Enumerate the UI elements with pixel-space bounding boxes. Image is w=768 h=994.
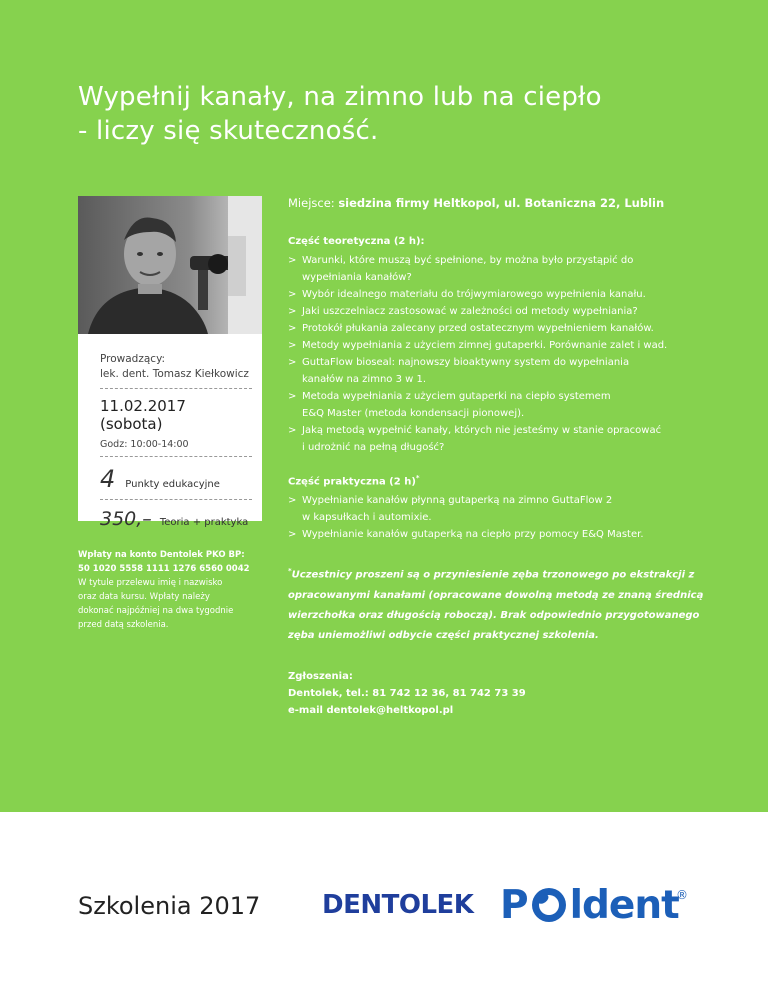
list-item: > Metoda wypełniania z użyciem gutaperki na ciepło systemem [288,388,728,405]
poldent-logo-rest: ldent [569,882,679,928]
payment-account: 50 1020 5558 1111 1276 6560 0042 [78,564,250,574]
footer-title: Szkolenia 2017 [78,892,261,920]
note-line: Uczestnicy proszeni są o przyniesienie zęba trzonowego po ekstrakcji z [291,569,695,581]
lecturer-name: lek. dent. Tomasz Kiełkowicz [100,368,249,380]
title-line-1: Wypełnij kanały, na zimno lub na ciepło [78,82,602,112]
list-item: > Metody wypełniania z użyciem zimnej gutaperki. Porównanie zalet i wad. [288,337,728,354]
points-label: Punkty edukacyjne [125,479,220,490]
place-value: siedzina firmy Heltkopol, ul. Botaniczna 22, Lublin [338,196,665,210]
payment-line: oraz data kursu. Wpłaty należy [78,592,210,602]
list-item: > Wybór idealnego materiału do trójwymiarowego wypełnienia kanału. [288,286,728,303]
course-date: 11.02.2017 (sobota) [100,397,186,433]
list-item-continued: kanałów na zimno 3 w 1. [302,374,427,385]
dentolek-logo: DENTOLEK [322,890,474,920]
practice-list [288,492,728,543]
poldent-o-icon [529,885,569,925]
lecturer-photo [78,196,262,334]
practice-title-text: Część praktyczna (2 h) [288,476,416,488]
info-card [78,196,262,530]
price-label: Teoria + praktyka [159,517,249,528]
payment-heading: Wpłaty na konto Dentolek PKO BP: [78,550,245,560]
list-item: > Protokół płukania zalecany przed ostatecznym wypełnieniem kanałów. [288,320,728,337]
contact-heading: Zgłoszenia: [288,670,353,682]
place-label: Miejsce: [288,196,335,210]
points-value: 4 [100,465,116,493]
divider [100,388,252,389]
course-hours: Godz: 10:00-14:00 [100,439,189,450]
payment-line: przed datą szkolenia. [78,620,169,630]
payment-line: W tytule przelewu imię i nazwisko [78,578,223,588]
contact-email: e-mail dentolek@heltkopol.pl [288,704,454,716]
practice-star: * [415,474,420,482]
education-points [100,465,252,493]
title-line-2: - liczy się skuteczność. [78,116,379,146]
note-line: wierzchołka oraz długością roboczą). Brak odpowiednio przygotowanego [288,609,700,621]
list-item: > GuttaFlow bioseal: najnowszy bioaktywny system do wypełniania [288,354,728,371]
list-item-continued: wypełniania kanałów? [302,272,412,283]
course-details [288,196,728,719]
place [288,196,728,210]
theory-list [288,252,728,456]
contact [288,668,728,719]
list-item: > Wypełnianie kanałów gutaperką na ciepło przy pomocy E&Q Master. [288,526,728,543]
practice-title [288,474,728,487]
note-line: zęba uniemożliwi odbycie części praktycznej szkolenia. [288,629,599,641]
list-item-continued: w kapsułkach i automixie. [302,512,432,524]
registered-mark: ® [676,888,688,902]
card-body [100,352,252,530]
list-item-continued: i udrożnić na pełną długość? [302,442,445,453]
list-item-continued: E&Q Master (metoda kondensacji pionowej). [302,408,525,419]
payment-line: dokonać najpóźniej na dwa tygodnie [78,606,234,616]
payment-info [78,548,268,632]
contact-phone: Dentolek, tel.: 81 742 12 36, 81 742 73 39 [288,687,526,699]
list-item: > Jaki uszczelniacz zastosować w zależności od metody wypełniania? [288,303,728,320]
poldent-logo [500,880,679,930]
lecturer-label: Prowadzący: [100,353,166,365]
list-item: > Wypełnianie kanałów płynną gutaperką na zimno GuttaFlow 2 [288,492,728,509]
page-title [78,80,638,148]
list-item: > Warunki, które muszą być spełnione, by można było przystąpić do [288,252,728,269]
theory-title: Część teoretyczna (2 h): [288,236,425,247]
poldent-logo-p: P [500,882,528,928]
divider [100,499,252,500]
note-line: opracowanymi kanałami (opracowane dowolną metodą ze znaną średnicą [288,589,704,601]
price-value: 350,– [100,508,152,530]
note-star: * [288,567,292,576]
practice-note [288,561,728,645]
price [100,508,252,530]
list-item: > Jaką metodą wypełnić kanały, których nie jesteśmy w stanie opracować [288,422,728,439]
divider [100,456,252,457]
